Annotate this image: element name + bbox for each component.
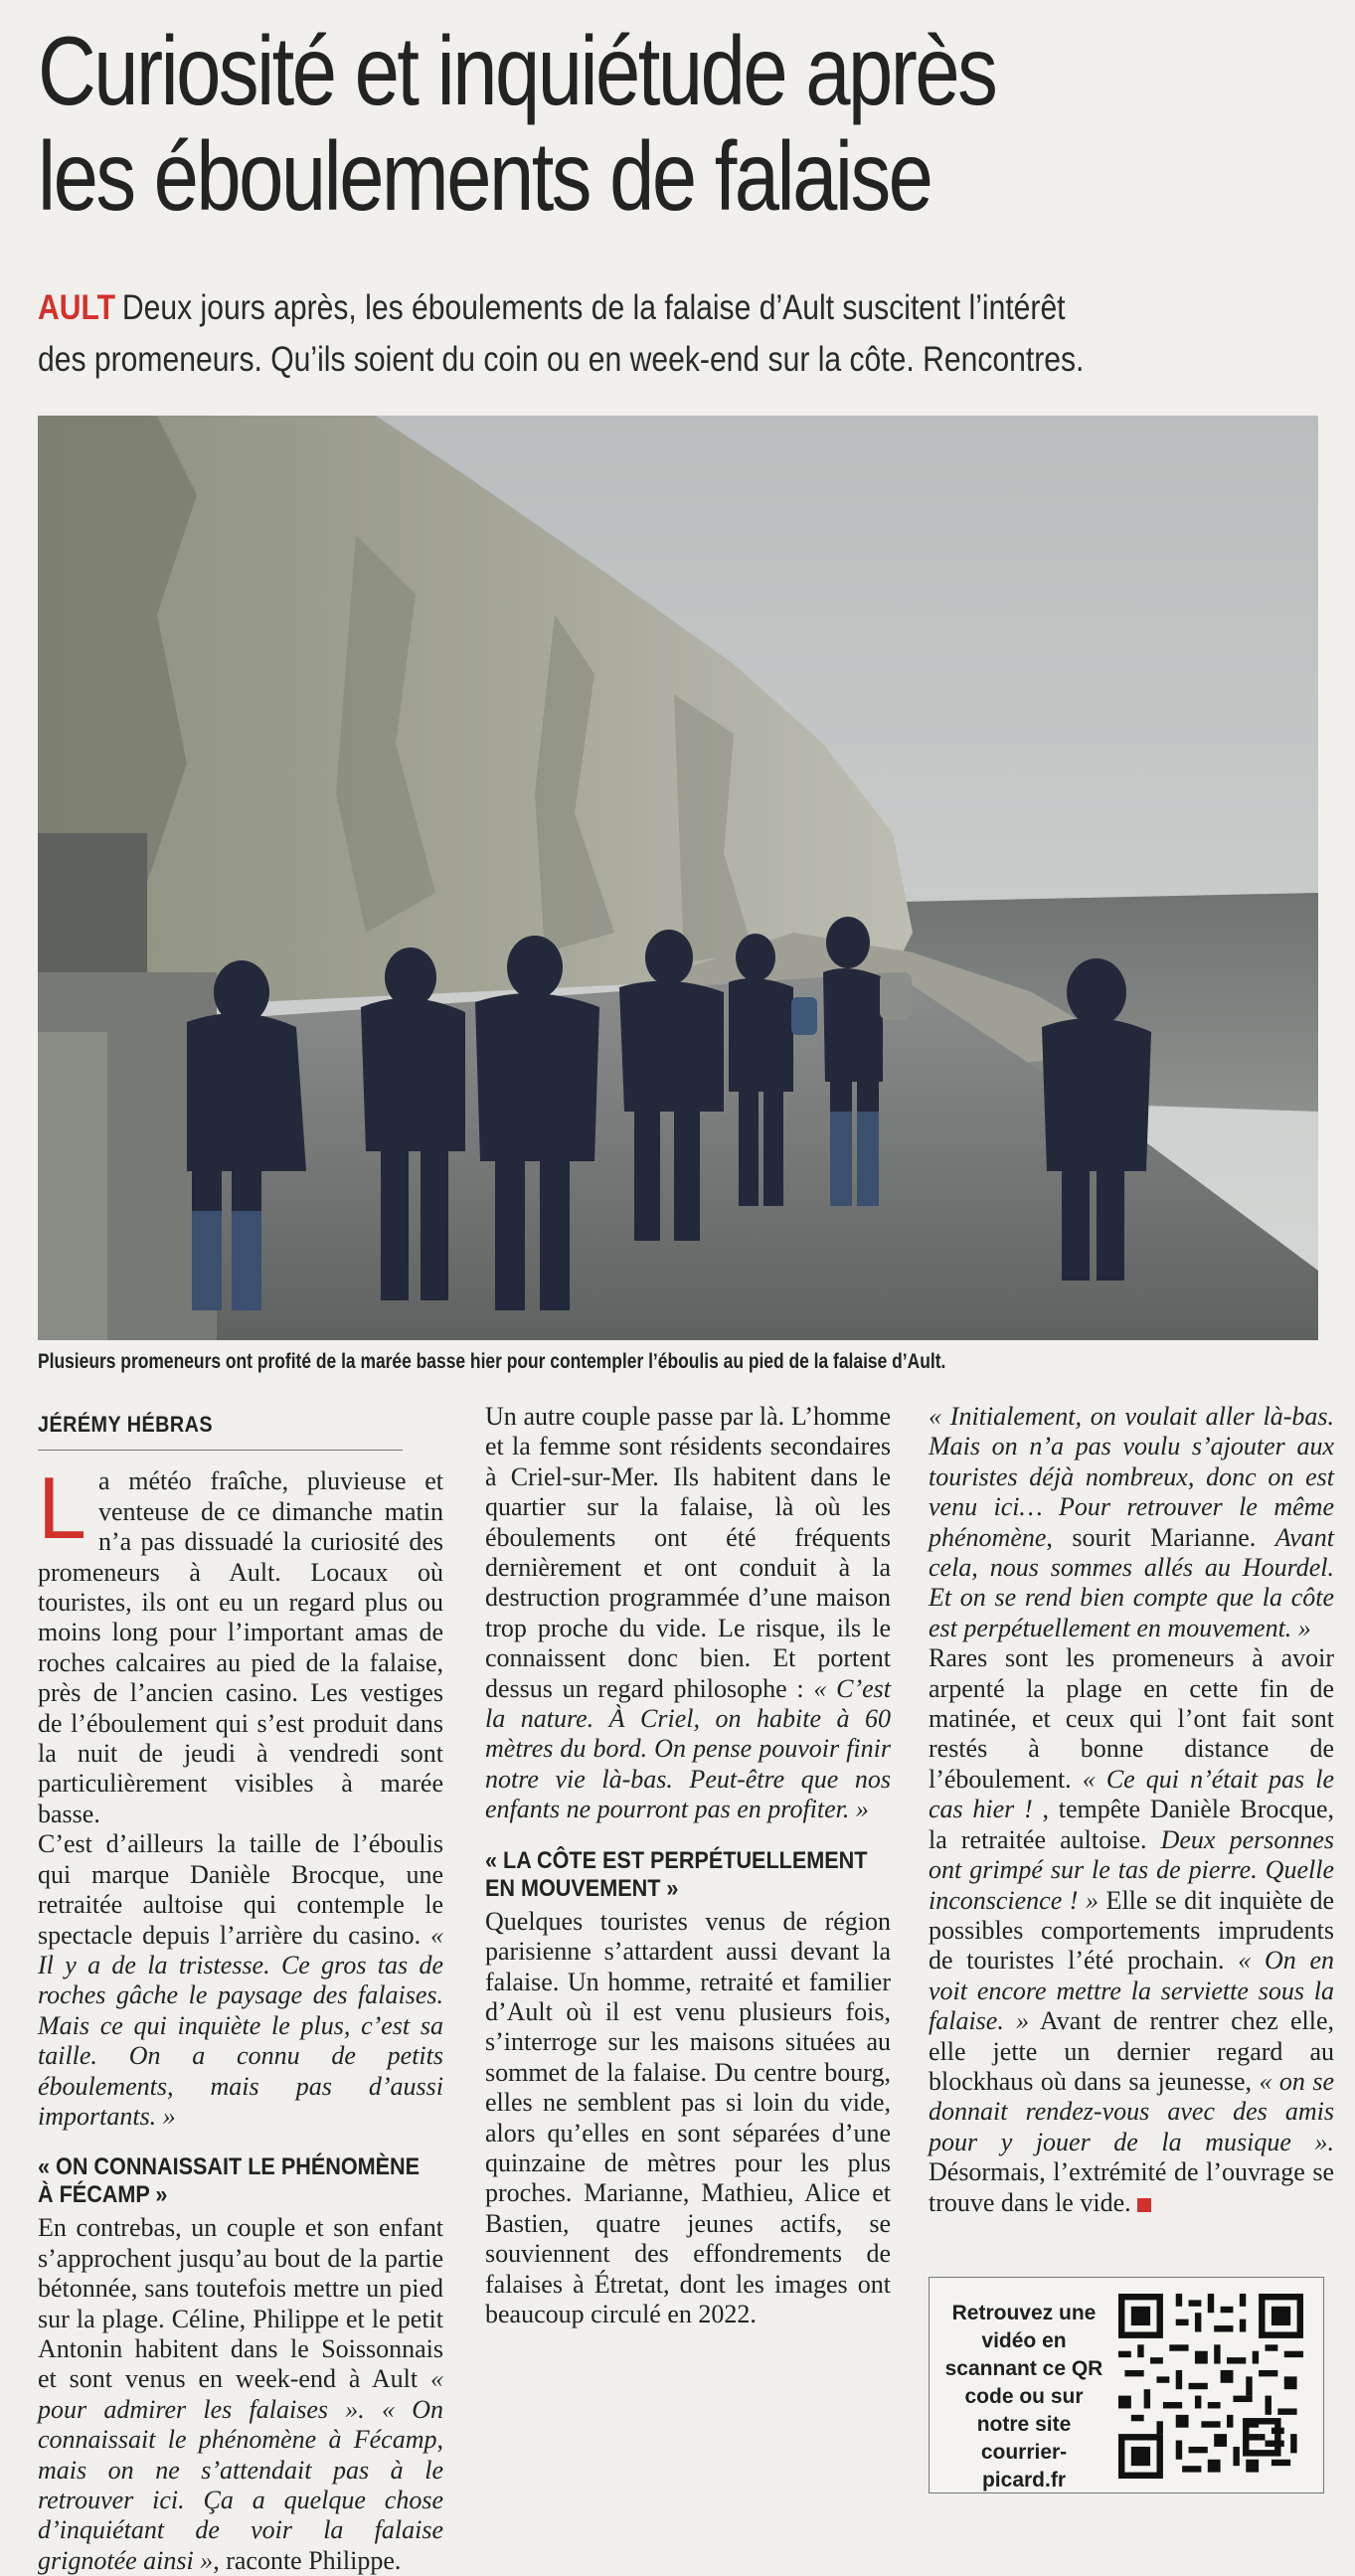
paragraph-7-q4: « on se donnait rendez-vous avec des amis pour y jouer de la musique ».	[929, 2066, 1334, 2156]
paragraph-2	[38, 1829, 443, 2132]
place-tag: AULT	[38, 288, 116, 327]
headline	[38, 18, 1110, 229]
qr-code-icon[interactable]	[1118, 2294, 1303, 2479]
paragraph-7-q1: « Ce qui n’était pas le cas hier !	[929, 1764, 1334, 1824]
headline-line-2: les éboulements de falaise	[38, 121, 932, 231]
cliff-photo	[38, 416, 1318, 1340]
qr-box	[929, 2277, 1324, 2493]
paragraph-4	[485, 1402, 891, 1825]
paragraph-7-e: Désormais, l’extrémité de l’ouvrage se trouve dans le vide.	[929, 2157, 1334, 2217]
paragraph-7-q3: « On en voit encore mettre la serviette sous la falaise. »	[929, 1946, 1334, 2036]
paragraph-7-b: , tempête Danièle Brocque, la retraitée aultoise.	[929, 1795, 1335, 1854]
subhead-fecamp: « ON CONNAISSAIT LE PHÉNOMÈNE À FÉCAMP »	[38, 2153, 421, 2209]
paragraph-2-quote: « Il y a de la tristesse. Ce gros tas de roches gâche le paysage des falaises. Mais ce qui inquiète le plus, c’est sa taille. On a connu de petits éboulements, mais pas d’aussi importants. »	[38, 1920, 443, 2131]
paragraph-3-text: En contrebas, un couple et son enfant s’approchent jusqu’au bout de la partie bétonnée, sans toutefois mettre un pied sur la plage. Céline, Philippe et le petit Antonin habitent dans le Soissonnais et sont venus en week-end à Ault	[38, 2213, 443, 2394]
paragraph-7	[929, 1643, 1334, 2218]
paragraph-6-text: , sourit Marianne.	[1046, 1522, 1275, 1552]
subhead-cote: « LA CÔTE EST PERPÉTUELLEMENT EN MOUVEMENT »	[485, 1846, 868, 1902]
paragraph-4-quote: « C’est la nature. À Criel, on habite à 60 mètres du bord. On pense pouvoir finir notre vie là-bas. Peut-être que nos enfants ne pourront pas en profiter. »	[485, 1673, 891, 1824]
drop-cap: L	[38, 1459, 86, 1558]
paragraph-7-a: Rares sont les promeneurs à avoir arpenté la plage en cette fin de matinée, et ceux qui l’ont fait sont restés à bonne distance de l’éboulement.	[929, 1643, 1334, 1794]
paragraph-4-text: Un autre couple passe par là. L’homme et la femme sont résidents secondaires à Criel-sur-Mer. Ils habitent dans le quartier sur la falaise, là où les éboulements ont été fréquents dernièrement et ont conduit à la destruction programmée d’une maison trop proche du vide. Le risque, ils le connaissent donc bien. Et portent dessus un regard philosophe :	[485, 1402, 891, 1703]
paragraph-7-d: Avant de rentrer chez elle, elle jette un dernier regard au blockhaus où dans sa jeunesse,	[929, 2006, 1334, 2096]
lede	[38, 282, 1140, 386]
qr-text: Retrouvez une vidéo en scannant ce QR code ou sur notre site courrier-picard.fr	[944, 2302, 1103, 2491]
column-2	[485, 1402, 891, 2329]
paragraph-3-end: , raconte Philippe.	[213, 2545, 402, 2575]
photo-caption: Plusieurs promeneurs ont profité de la marée basse hier pour contempler l’éboulis au pied de la falaise d’Ault.	[38, 1350, 946, 1373]
paragraph-1	[38, 1459, 443, 1829]
lede-line-2: des promeneurs. Qu’ils soient du coin ou en week-end sur la côte. Rencontres.	[38, 340, 1085, 379]
column-1	[38, 1410, 443, 2576]
headline-line-1: Curiosité et inquiétude après	[38, 16, 996, 125]
paragraph-6-quote-1: « Initialement, on voulait aller là-bas. Mais on n’a pas voulu s’ajouter aux touristes déjà nombreux, donc on est venu ici… Pour retrouver le même phénomène	[929, 1402, 1334, 1552]
paragraph-7-c: Elle se dit inquiète de possibles comportements imprudents de touristes l’été prochain.	[929, 1885, 1334, 1975]
paragraph-6-quote-2: Avant cela, nous sommes allés au Hourdel. Et on se rend bien compte que la côte est perpétuellement en mouvement. »	[929, 1522, 1334, 1642]
paragraph-3-quote: « pour admirer les falaises ». « On connaissait le phénomène à Fécamp, mais on ne s’attendait pas à le retrouver ici. Ça a quelque chose d’inquiétant de voir la falaise grignotée ainsi »	[38, 2364, 443, 2575]
column-3	[929, 1402, 1334, 2218]
end-mark	[1137, 2198, 1151, 2212]
paragraph-6	[929, 1402, 1334, 1643]
paragraph-3	[38, 2213, 443, 2576]
paragraph-7-q2: Deux personnes ont grimpé sur le tas de pierre. Quelle inconscience ! »	[929, 1824, 1335, 1915]
byline: JÉRÉMY HÉBRAS	[38, 1410, 403, 1451]
cliff-photo-image	[38, 416, 1318, 1340]
paragraph-1-text: a météo fraîche, pluvieuse et venteuse de ce dimanche matin n’a pas dissuadé la curiosité des promeneurs à Ault. Locaux où touristes, ils ont eu un regard plus ou moins long pour l’important amas de roches calcaires au pied de la falaise, près de l’ancien casino. Les vestiges de l’éboulement qui s’est produit dans la nuit de jeudi à vendredi sont particulièrement visibles à marée basse.	[38, 1466, 443, 1828]
paragraph-5: Quelques touristes venus de région parisienne s’attardent aussi devant la falaise. Un homme, retraité et familier d’Ault où il est venu plusieurs fois, s’interroge sur les maisons situées au sommet de la falaise. Du centre bourg, elles ne semblent pas si loin du vide, alors qu’elles en sont séparées d’une quinzaine de mètres pour les plus proches. Marianne, Mathieu, Alice et Bastien, quatre jeunes actifs, se souviennent des effondrements de falaises à Étretat, dont les images ont beaucoup circulé en 2022.	[485, 1906, 891, 2328]
paragraph-2-text: C’est d’ailleurs la taille de l’éboulis qui marque Danièle Brocque, une retraitée aultoise qui contemple le spectacle depuis l’arrière du casino.	[38, 1829, 443, 1950]
lede-line-1: Deux jours après, les éboulements de la falaise d’Ault suscitent l’intérêt	[121, 288, 1066, 327]
